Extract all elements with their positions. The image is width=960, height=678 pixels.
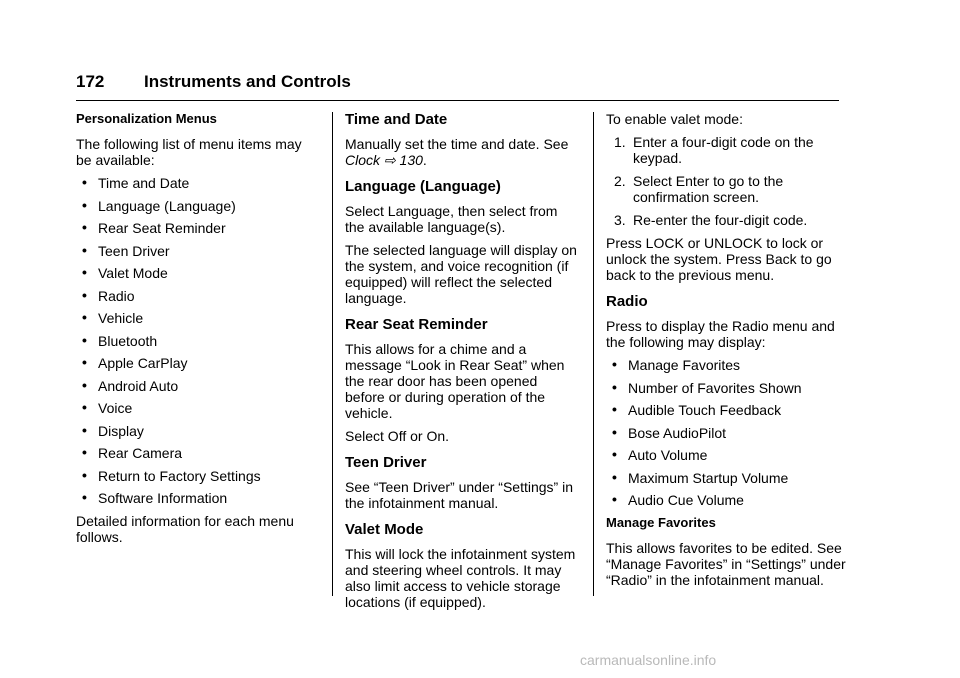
list-item: • Number of Favorites Shown xyxy=(612,378,802,396)
bullet: • xyxy=(82,466,87,483)
bullet: • xyxy=(612,468,617,485)
valet-mode-text: This will lock the infotainment system and steering wheel controls. It may also limit access to vehicle storage locations (if equipped). xyxy=(345,546,576,610)
time-and-date-text: Manually set the time and date. See Clock ⇨ 130. xyxy=(345,136,569,168)
bullet: • xyxy=(612,491,617,507)
list-item: • Return to Factory Settings xyxy=(82,466,261,484)
bullet: • xyxy=(82,354,87,370)
column-divider-2 xyxy=(593,112,594,596)
bullet: • xyxy=(82,196,87,213)
rear-seat-reminder-heading: Rear Seat Reminder xyxy=(345,316,488,333)
list-item: • Valet Mode xyxy=(82,264,168,281)
time-and-date-heading: Time and Date xyxy=(345,111,448,128)
list-item: • Vehicle xyxy=(82,309,144,326)
bullet: • xyxy=(82,331,87,348)
language-text-2: The selected language will display on the system, and voice recognition (if equipped) will reflect the selected language. xyxy=(345,242,577,306)
clock-reference-link[interactable]: Clock ⇨ 130 xyxy=(345,152,423,168)
radio-intro: Press to display the Radio menu and the following may display: xyxy=(606,318,835,350)
bullet: • xyxy=(612,401,617,417)
bullet: • xyxy=(82,399,87,415)
manage-favorites-text: This allows favorites to be edited. See “Manage Favorites” in “Settings” under “Radio” in the infotainment manual. xyxy=(606,539,846,588)
manage-favorites-subhead: Manage Favorites xyxy=(606,514,716,530)
list-item: 3. Re-enter the four-digit code. xyxy=(614,212,808,228)
list-item: • Software Information xyxy=(82,489,228,506)
column-divider-1 xyxy=(332,112,333,596)
bullet: • xyxy=(82,264,87,280)
personalization-menus-subhead: Personalization Menus xyxy=(76,111,217,126)
list-item: • Rear Seat Reminder xyxy=(82,219,226,236)
bullet: • xyxy=(612,378,617,395)
valet-mode-heading: Valet Mode xyxy=(345,521,424,538)
teen-driver-heading: Teen Driver xyxy=(345,454,427,471)
list-item: • Audible Touch Feedback xyxy=(612,401,782,418)
page-reference-icon: ⇨ xyxy=(383,152,396,168)
lock-unlock-text: Press LOCK or UNLOCK to lock or unlock the system. Press Back to go back to the previous menu. xyxy=(606,235,832,283)
list-item: • Auto Volume xyxy=(612,446,708,463)
menu-intro: The following list of menu items may be available: xyxy=(76,136,302,168)
language-heading: Language (Language) xyxy=(345,178,501,195)
list-item: • Voice xyxy=(82,399,133,416)
bullet: • xyxy=(612,356,617,372)
column-2 xyxy=(345,111,580,617)
page-header xyxy=(76,70,839,101)
list-item: 2. Select Enter to go to the confirmation screen. xyxy=(614,173,784,205)
menu-outro: Detailed information for each menu follows. xyxy=(76,512,294,545)
bullet: • xyxy=(82,241,87,258)
teen-driver-text: See “Teen Driver” under “Settings” in the infotainment manual. xyxy=(345,479,573,511)
list-item: • Bose AudioPilot xyxy=(612,423,727,441)
page-number: 172 xyxy=(76,72,105,91)
list-item: • Display xyxy=(82,421,144,439)
radio-heading: Radio xyxy=(606,293,648,310)
column-1 xyxy=(76,111,321,552)
site-watermark: carmanualsonline.info xyxy=(580,652,717,668)
section-title: Instruments and Controls xyxy=(144,72,351,91)
rear-seat-text-2: Select Off or On. xyxy=(345,428,450,444)
list-item: • Rear Camera xyxy=(82,444,183,461)
list-item: • Time and Date xyxy=(82,174,190,191)
valet-intro: To enable valet mode: xyxy=(606,111,743,127)
valet-steps-list xyxy=(606,134,846,228)
menu-items-list xyxy=(76,175,321,506)
bullet: • xyxy=(82,489,87,505)
list-item: • Radio xyxy=(82,286,135,304)
list-item: 1. Enter a four-digit code on the keypad. xyxy=(614,134,814,166)
bullet: • xyxy=(612,446,617,462)
bullet: • xyxy=(82,219,87,235)
bullet: • xyxy=(82,174,87,190)
language-text-1: Select Language, then select from the available language(s). xyxy=(345,203,558,235)
list-item: • Apple CarPlay xyxy=(82,354,188,371)
bullet: • xyxy=(612,423,617,440)
radio-items-list xyxy=(606,357,846,508)
list-item: • Teen Driver xyxy=(82,241,170,259)
rear-seat-text-1: This allows for a chime and a message “Look in Rear Seat” when the rear door has been opened before or during operation of the vehicle. xyxy=(345,341,565,421)
bullet: • xyxy=(82,376,87,393)
column-3 xyxy=(606,111,846,595)
bullet: • xyxy=(82,444,87,460)
list-item: • Android Auto xyxy=(82,376,179,394)
list-item: • Language (Language) xyxy=(82,196,236,214)
list-item: • Audio Cue Volume xyxy=(612,491,744,508)
list-item: • Maximum Startup Volume xyxy=(612,468,789,486)
bullet: • xyxy=(82,286,87,303)
list-item: • Bluetooth xyxy=(82,331,158,349)
bullet: • xyxy=(82,309,87,325)
bullet: • xyxy=(82,421,87,438)
list-item: • Manage Favorites xyxy=(612,356,741,373)
